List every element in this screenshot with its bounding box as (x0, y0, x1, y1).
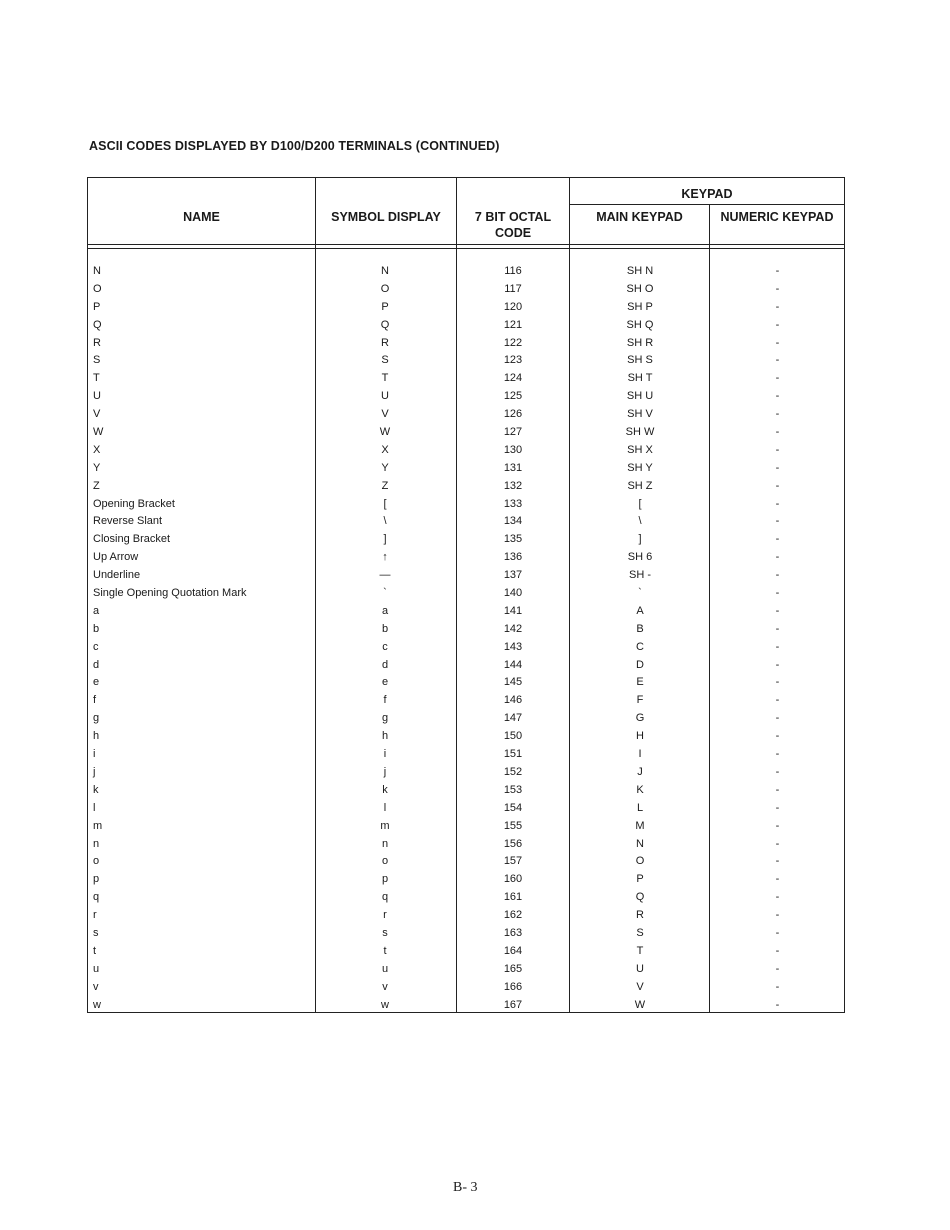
cell-name: n (93, 837, 100, 850)
cell-name: v (93, 980, 99, 993)
cell-main-keypad: S (636, 926, 644, 939)
cell-main-keypad: SH T (627, 372, 653, 385)
cell-symbol-display: — (379, 569, 391, 582)
cell-symbol-display: v (382, 980, 388, 993)
cell-main-keypad: T (636, 944, 644, 957)
cell-name: Single Opening Quotation Mark (93, 587, 247, 600)
table-row (88, 548, 844, 566)
cell-numeric-keypad: - (775, 265, 780, 277)
table-row (88, 888, 844, 906)
cell-numeric-keypad: - (775, 748, 780, 761)
cell-symbol-display: p (381, 873, 389, 886)
cell-symbol-display: ↑ (382, 551, 388, 564)
table-row (88, 566, 844, 584)
cell-name: N (93, 265, 101, 277)
header-octal-line2: CODE (494, 226, 532, 240)
cell-main-keypad: ] (638, 533, 642, 546)
cell-name: Reverse Slant (93, 515, 163, 528)
header-symbol-display: SYMBOL DISPLAY (331, 210, 441, 224)
table-row (88, 262, 844, 280)
header-main-keypad: MAIN KEYPAD (596, 210, 683, 224)
cell-octal-code: 165 (503, 962, 523, 975)
table-row (88, 960, 844, 978)
cell-symbol-display: U (381, 390, 389, 403)
cell-main-keypad: SH Z (627, 479, 653, 492)
cell-symbol-display: \ (383, 515, 387, 528)
cell-numeric-keypad: - (775, 390, 780, 403)
cell-numeric-keypad: - (775, 819, 780, 832)
cell-main-keypad: ` (638, 587, 642, 600)
cell-octal-code: 135 (503, 533, 523, 546)
cell-octal-code: 150 (503, 730, 523, 743)
cell-octal-code: 117 (504, 282, 522, 295)
cell-main-keypad: D (636, 658, 644, 671)
cell-symbol-display: S (381, 354, 389, 367)
cell-octal-code: 160 (503, 873, 523, 886)
cell-numeric-keypad: - (775, 998, 780, 1011)
cell-octal-code: 141 (503, 604, 523, 617)
cell-numeric-keypad: - (775, 694, 780, 707)
header-rule (88, 244, 844, 245)
cell-octal-code: 120 (503, 300, 523, 313)
header-numeric-keypad: NUMERIC KEYPAD (720, 210, 834, 224)
cell-numeric-keypad: - (775, 980, 780, 993)
cell-octal-code: 167 (503, 998, 523, 1011)
cell-octal-code: 153 (503, 783, 523, 796)
cell-numeric-keypad: - (775, 712, 780, 725)
table-row (88, 495, 844, 513)
cell-name: u (93, 962, 100, 975)
cell-main-keypad: I (638, 748, 642, 761)
cell-main-keypad: G (635, 712, 645, 725)
cell-name: Q (93, 318, 102, 331)
cell-octal-code: 163 (503, 926, 523, 939)
cell-main-keypad: B (636, 622, 644, 635)
cell-numeric-keypad: - (775, 944, 780, 957)
cell-octal-code: 162 (503, 909, 523, 922)
cell-main-keypad: SH V (627, 408, 653, 421)
cell-main-keypad: SH U (626, 390, 654, 403)
table-row (88, 924, 844, 942)
cell-main-keypad: W (634, 998, 646, 1011)
table-row (88, 638, 844, 656)
cell-symbol-display: l (383, 801, 387, 814)
cell-symbol-display: u (381, 962, 389, 975)
cell-numeric-keypad: - (775, 640, 780, 653)
cell-name: o (93, 855, 100, 868)
cell-numeric-keypad: - (775, 318, 780, 331)
table-row (88, 369, 844, 387)
cell-name: Y (93, 461, 101, 474)
table-row (88, 799, 844, 817)
cell-numeric-keypad: - (775, 443, 780, 456)
table-row (88, 835, 844, 853)
cell-name: t (93, 944, 97, 957)
header-name: NAME (183, 210, 220, 224)
cell-octal-code: 166 (503, 980, 523, 993)
table-row (88, 351, 844, 369)
cell-main-keypad: R (636, 909, 644, 922)
cell-octal-code: 142 (503, 622, 523, 635)
page-number: B- 3 (453, 1180, 478, 1195)
cell-main-keypad: SH R (626, 336, 654, 349)
cell-numeric-keypad: - (775, 622, 780, 635)
table-row (88, 334, 844, 352)
cell-main-keypad: SH Y (627, 461, 653, 474)
cell-symbol-display: W (379, 426, 391, 439)
table-row (88, 691, 844, 709)
table-row (88, 996, 844, 1014)
table-row (88, 423, 844, 441)
keypad-group-rule (569, 204, 844, 205)
cell-symbol-display: k (382, 783, 388, 796)
cell-symbol-display: ] (383, 533, 387, 546)
cell-numeric-keypad: - (775, 783, 780, 796)
cell-octal-code: 164 (503, 944, 523, 957)
table-row (88, 727, 844, 745)
table-row (88, 870, 844, 888)
cell-symbol-display: o (381, 855, 389, 868)
cell-symbol-display: T (381, 372, 389, 385)
cell-octal-code: 137 (503, 569, 523, 582)
cell-name: R (93, 336, 101, 349)
cell-name: l (93, 801, 96, 814)
cell-numeric-keypad: - (775, 855, 780, 868)
table-row (88, 584, 844, 602)
table-row (88, 280, 844, 298)
cell-octal-code: 154 (503, 801, 523, 814)
cell-numeric-keypad: - (775, 461, 780, 474)
cell-octal-code: 143 (503, 640, 523, 653)
cell-main-keypad: F (636, 694, 644, 707)
cell-name: Opening Bracket (93, 497, 175, 510)
cell-numeric-keypad: - (775, 962, 780, 975)
cell-octal-code: 134 (503, 515, 523, 528)
cell-octal-code: 127 (503, 426, 523, 439)
table-row (88, 316, 844, 334)
cell-numeric-keypad: - (775, 354, 780, 367)
cell-main-keypad: Q (635, 891, 645, 904)
cell-octal-code: 131 (503, 461, 523, 474)
cell-name: e (93, 676, 100, 689)
cell-name: X (93, 443, 101, 456)
cell-octal-code: 116 (504, 265, 522, 277)
cell-name: V (93, 408, 101, 421)
header-keypad: KEYPAD (681, 187, 733, 201)
cell-main-keypad: E (636, 676, 644, 689)
cell-main-keypad: SH Q (626, 318, 654, 331)
cell-name: Up Arrow (93, 551, 139, 564)
page-title: ASCII CODES DISPLAYED BY D100/D200 TERMINALS (CONTINUED) (89, 139, 500, 153)
cell-numeric-keypad: - (775, 479, 780, 492)
cell-name: j (93, 765, 96, 778)
cell-symbol-display: N (381, 265, 389, 277)
cell-name: g (93, 712, 100, 725)
cell-symbol-display: X (381, 443, 389, 456)
cell-main-keypad: O (635, 855, 645, 868)
cell-symbol-display: P (381, 300, 389, 313)
cell-numeric-keypad: - (775, 765, 780, 778)
cell-main-keypad: SH P (627, 300, 653, 313)
cell-main-keypad: H (636, 730, 644, 743)
cell-octal-code: 132 (503, 479, 523, 492)
table-row (88, 530, 844, 548)
cell-symbol-display: w (381, 998, 389, 1011)
cell-name: m (93, 819, 103, 832)
cell-main-keypad: A (636, 604, 644, 617)
cell-numeric-keypad: - (775, 891, 780, 904)
cell-main-keypad: SH N (626, 265, 654, 277)
cell-main-keypad: L (636, 801, 644, 814)
cell-name: w (93, 998, 101, 1011)
cell-main-keypad: SH 6 (627, 551, 653, 564)
cell-numeric-keypad: - (775, 533, 780, 546)
cell-symbol-display: Q (380, 318, 390, 331)
cell-octal-code: 125 (503, 390, 523, 403)
table-row (88, 441, 844, 459)
cell-main-keypad: C (636, 640, 644, 653)
cell-main-keypad: SH X (627, 443, 653, 456)
table-row (88, 942, 844, 960)
cell-octal-code: 152 (503, 765, 523, 778)
cell-name: Z (93, 479, 100, 492)
table-row (88, 781, 844, 799)
table-row (88, 906, 844, 924)
cell-main-keypad: N (636, 837, 644, 850)
cell-numeric-keypad: - (775, 658, 780, 671)
cell-symbol-display: R (381, 336, 389, 349)
cell-name: b (93, 622, 100, 635)
cell-numeric-keypad: - (775, 926, 780, 939)
table-row (88, 477, 844, 495)
cell-numeric-keypad: - (775, 837, 780, 850)
cell-numeric-keypad: - (775, 408, 780, 421)
cell-name: U (93, 390, 101, 403)
ascii-code-table (87, 177, 845, 1013)
cell-name: Underline (93, 569, 141, 582)
table-row (88, 298, 844, 316)
table-row (88, 512, 844, 530)
cell-symbol-display: e (381, 676, 389, 689)
cell-numeric-keypad: - (775, 497, 780, 510)
cell-octal-code: 146 (503, 694, 523, 707)
cell-symbol-display: s (382, 926, 388, 939)
table-row (88, 387, 844, 405)
cell-name: a (93, 604, 100, 617)
table-body (88, 262, 844, 1013)
table-row (88, 852, 844, 870)
cell-symbol-display: i (383, 748, 387, 761)
cell-octal-code: 122 (503, 336, 523, 349)
cell-main-keypad: SH - (629, 569, 651, 582)
cell-main-keypad: M (635, 819, 645, 832)
cell-name: P (93, 300, 101, 313)
cell-name: T (93, 372, 100, 385)
cell-octal-code: 156 (503, 837, 523, 850)
cell-name: r (93, 909, 97, 922)
cell-main-keypad: \ (638, 515, 642, 528)
cell-numeric-keypad: - (775, 604, 780, 617)
cell-numeric-keypad: - (775, 426, 780, 439)
cell-name: q (93, 891, 100, 904)
cell-name: d (93, 658, 100, 671)
cell-octal-code: 157 (503, 855, 523, 868)
cell-octal-code: 130 (503, 443, 523, 456)
cell-symbol-display: r (383, 909, 387, 922)
cell-name: Closing Bracket (93, 533, 171, 546)
cell-numeric-keypad: - (775, 336, 780, 349)
table-row (88, 817, 844, 835)
cell-main-keypad: SH W (625, 426, 655, 439)
cell-name: p (93, 873, 100, 886)
header-octal-line1: 7 BIT OCTAL (474, 210, 552, 224)
cell-octal-code: 155 (503, 819, 523, 832)
cell-numeric-keypad: - (775, 873, 780, 886)
cell-main-keypad: U (636, 962, 644, 975)
cell-name: s (93, 926, 99, 939)
cell-name: c (93, 640, 99, 653)
table-row (88, 978, 844, 996)
cell-name: h (93, 730, 100, 743)
cell-octal-code: 147 (503, 712, 523, 725)
cell-octal-code: 151 (503, 748, 523, 761)
cell-symbol-display: g (381, 712, 389, 725)
cell-numeric-keypad: - (775, 730, 780, 743)
cell-octal-code: 140 (503, 587, 523, 600)
cell-octal-code: 144 (503, 658, 523, 671)
cell-numeric-keypad: - (775, 515, 780, 528)
cell-main-keypad: V (636, 980, 644, 993)
cell-numeric-keypad: - (775, 676, 780, 689)
cell-symbol-display: Z (381, 479, 389, 492)
table-row (88, 602, 844, 620)
cell-octal-code: 133 (503, 497, 523, 510)
cell-symbol-display: Y (381, 461, 389, 474)
cell-numeric-keypad: - (775, 909, 780, 922)
cell-symbol-display: ` (383, 587, 387, 600)
cell-main-keypad: [ (638, 497, 642, 510)
cell-octal-code: 126 (503, 408, 523, 421)
cell-symbol-display: n (381, 837, 389, 850)
table-row (88, 620, 844, 638)
cell-main-keypad: J (637, 765, 643, 778)
cell-symbol-display: [ (383, 497, 387, 510)
cell-numeric-keypad: - (775, 801, 780, 814)
cell-symbol-display: V (381, 408, 389, 421)
cell-numeric-keypad: - (775, 569, 780, 582)
table-row (88, 745, 844, 763)
cell-numeric-keypad: - (775, 587, 780, 600)
cell-name: f (93, 694, 97, 707)
cell-symbol-display: t (383, 944, 387, 957)
cell-symbol-display: O (380, 282, 390, 295)
cell-main-keypad: SH O (626, 282, 654, 295)
table-row (88, 673, 844, 691)
cell-octal-code: 123 (503, 354, 523, 367)
cell-name: W (93, 426, 104, 439)
cell-symbol-display: q (381, 891, 389, 904)
cell-symbol-display: a (381, 604, 389, 617)
table-row (88, 763, 844, 781)
cell-octal-code: 121 (503, 318, 523, 331)
cell-octal-code: 161 (503, 891, 523, 904)
cell-symbol-display: h (381, 730, 389, 743)
cell-symbol-display: f (383, 694, 387, 707)
cell-name: k (93, 783, 99, 796)
header-rule (88, 248, 844, 249)
table-row (88, 405, 844, 423)
cell-numeric-keypad: - (775, 300, 780, 313)
cell-symbol-display: m (380, 819, 390, 832)
cell-symbol-display: b (381, 622, 389, 635)
cell-symbol-display: j (383, 765, 387, 778)
cell-symbol-display: c (382, 640, 388, 653)
table-row (88, 656, 844, 674)
table-row (88, 709, 844, 727)
cell-numeric-keypad: - (775, 551, 780, 564)
cell-main-keypad: P (636, 873, 644, 886)
cell-main-keypad: SH S (627, 354, 653, 367)
cell-name: S (93, 354, 101, 367)
header-octal (457, 209, 569, 241)
cell-main-keypad: K (636, 783, 644, 796)
cell-numeric-keypad: - (775, 282, 780, 295)
cell-numeric-keypad: - (775, 372, 780, 385)
cell-octal-code: 136 (503, 551, 523, 564)
cell-name: i (93, 748, 96, 761)
cell-octal-code: 124 (503, 372, 523, 385)
table-row (88, 459, 844, 477)
cell-octal-code: 145 (503, 676, 523, 689)
cell-name: O (93, 282, 102, 295)
cell-symbol-display: d (381, 658, 389, 671)
